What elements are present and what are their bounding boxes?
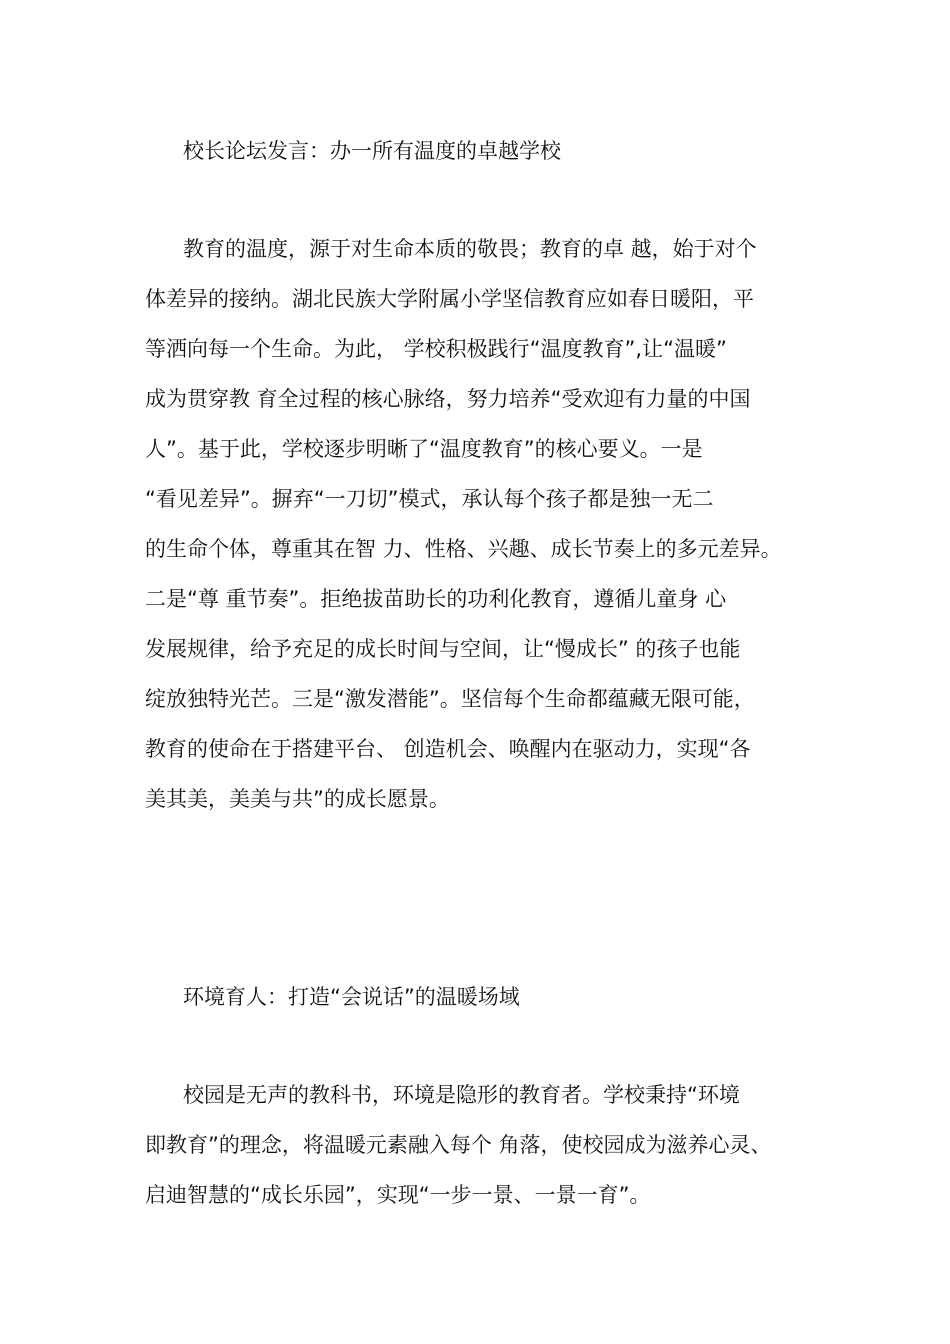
paragraph-line: 等洒向每一个生命。为此， 学校积极践行“温度教育”,让“温暖” <box>145 337 727 361</box>
paragraph-line: 教育的使命在于搭建平台、 创造机会、唤醒内在驱动力，实现“各 <box>145 737 751 761</box>
paragraph-line: 成为贯穿教 育全过程的核心脉络，努力培养“受欢迎有力量的中国 <box>145 387 751 411</box>
paragraph-warm-education <box>145 224 825 824</box>
paragraph-line: 校园是无声的教科书，环境是隐形的教育者。学校秉持“环境 <box>183 1083 740 1107</box>
paragraph-line: 人”。基于此，学校逐步明晰了“温度教育”的核心要义。一是 <box>145 437 703 461</box>
paragraph-environment <box>145 1070 825 1220</box>
paragraph-line: 体差异的接纳。湖北民族大学附属小学坚信教育应如春日暖阳，平 <box>145 287 754 311</box>
section-title-environment: 环境育人：打造“会说话”的温暖场域 <box>183 985 520 1009</box>
paragraph-line: 二是“尊 重节奏”。拒绝拔苗助长的功利化教育，遵循儿童身 心 <box>145 587 727 611</box>
section-title-principal-forum: 校长论坛发言：办一所有温度的卓越学校 <box>183 139 561 163</box>
paragraph-line: 启迪智慧的“成长乐园”，实现“一步一景、一景一育”。 <box>145 1183 651 1207</box>
paragraph-line: 绽放独特光芒。三是“激发潜能”。坚信每个生命都蕴藏无限可能， <box>145 687 755 711</box>
paragraph-line: 美其美，美美与共”的成长愿景。 <box>145 787 450 811</box>
paragraph-line: 的生命个体，尊重其在智 力、性格、兴趣、成长节奏上的多元差异。 <box>145 537 782 561</box>
paragraph-line: 即教育”的理念，将温暖元素融入每个 角落，使校园成为滋养心灵、 <box>145 1133 772 1157</box>
paragraph-line: 教育的温度，源于对生命本质的敬畏；教育的卓 越，始于对个 <box>183 237 757 261</box>
paragraph-line: 发展规律，给予充足的成长时间与空间，让“慢成长” 的孩子也能 <box>145 637 741 661</box>
paragraph-line: “看见差异”。摒弃“一刀切”模式，承认每个孩子都是独一无二 <box>145 487 714 511</box>
